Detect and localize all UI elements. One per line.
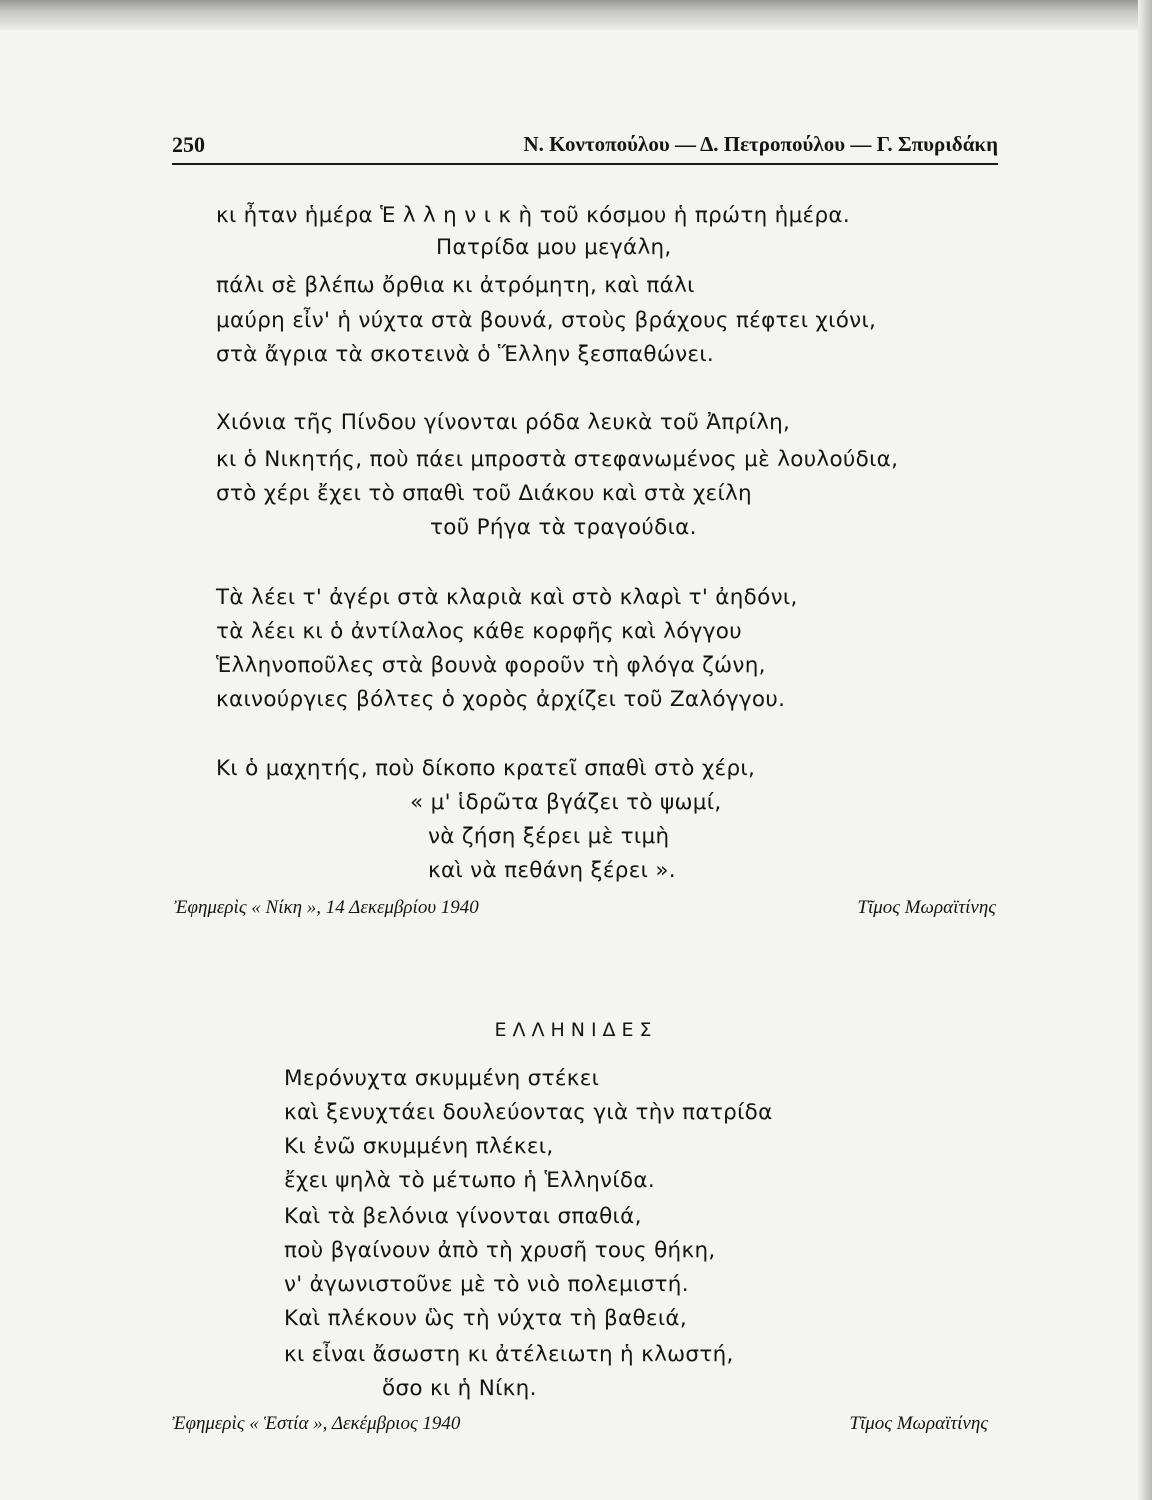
poem-line: Χιόνια τῆς Πίνδου γίνονται ρόδα λευκὰ τοῦ Ἀπρίλη, bbox=[216, 410, 791, 435]
poem-line: « μ' ἱδρῶτα βγάζει τὸ ψωμί, bbox=[410, 790, 722, 815]
poem-line: πάλι σὲ βλέπω ὄρθια κι ἀτρόμητη, καὶ πάλι bbox=[216, 273, 695, 298]
page-number: 250 bbox=[172, 132, 205, 157]
poem-line: ὅσο κι ἡ Νίκη. bbox=[382, 1376, 537, 1401]
poem-line: Καὶ τὰ βελόνια γίνονται σπαθιά, bbox=[284, 1204, 642, 1229]
poem-line: Κι ὁ μαχητής, ποὺ δίκοπο κρατεῖ σπαθὶ στὸ χέρι, bbox=[216, 756, 756, 781]
poem-line: Μερόνυχτα σκυμμένη στέκει bbox=[284, 1066, 600, 1091]
poem-line: κι ὁ Νικητής, ποὺ πάει μπροστὰ στεφανωμένος μὲ λουλούδια, bbox=[216, 447, 899, 472]
poem-2-source: Ἐφημερὶς « Ἑστία », Δεκέμβριος 1940 bbox=[172, 1413, 461, 1434]
poem-line: Ἑλληνοποῦλες στὰ βουνὰ φοροῦν τὴ φλόγα ζώνη, bbox=[216, 653, 766, 678]
poem-line: Καὶ πλέκουν ὣς τὴ νύχτα τὴ βαθειά, bbox=[284, 1306, 688, 1331]
poem-1-source: Ἐφημερὶς « Νίκη », 14 Δεκεμβρίου 1940 bbox=[174, 897, 479, 918]
poem-line: στὸ χέρι ἔχει τὸ σπαθὶ τοῦ Διάκου καὶ στὰ χείλη bbox=[216, 481, 752, 506]
poem-line: ἔχει ψηλὰ τὸ μέτωπο ἡ Ἑλληνίδα. bbox=[284, 1168, 655, 1193]
poem-line: καὶ νὰ πεθάνη ξέρει ». bbox=[428, 858, 676, 883]
poem-line: νὰ ζήση ξέρει μὲ τιμὴ bbox=[428, 824, 670, 849]
poem-line: Πατρίδα μου μεγάλη, bbox=[436, 235, 672, 260]
poem-line: καινούργιες βόλτες ὁ χορὸς ἀρχίζει τοῦ Ζαλόγγου. bbox=[216, 687, 786, 712]
poem-line: ν' ἀγωνιστοῦνε μὲ τὸ νιὸ πολεμιστή. bbox=[284, 1272, 689, 1297]
poem-2-author: Τῖμος Μωραϊτίνης bbox=[849, 1413, 988, 1434]
poem-line: κι εἶναι ἄσωστη κι ἀτέλειωτη ἡ κλωστή, bbox=[284, 1342, 734, 1367]
poem-1-author: Τῖμος Μωραϊτίνης bbox=[857, 897, 996, 918]
running-head: Ν. Κοντοπούλου — Δ. Πετροπούλου — Γ. Σπυριδάκη bbox=[523, 132, 998, 156]
poem-line: μαύρη εἶν' ἡ νύχτα στὰ βουνά, στοὺς βράχους πέφτει χιόνι, bbox=[216, 308, 877, 333]
poem-line: κι ἦταν ἡμέρα Ἑ λ λ η ν ι κ ὴ τοῦ κόσμου ἡ πρώτη ἡμέρα. bbox=[216, 203, 851, 228]
poem-2-title: ΕΛΛΗΝΙΔΕΣ bbox=[494, 1019, 658, 1041]
poem-line: Κι ἐνῶ σκυμμένη πλέκει, bbox=[284, 1134, 554, 1159]
poem-line: στὰ ἄγρια τὰ σκοτεινὰ ὁ Ἕλλην ξεσπαθώνει. bbox=[216, 342, 715, 367]
poem-line: ποὺ βγαίνουν ἀπὸ τὴ χρυσῆ τους θήκη, bbox=[284, 1238, 716, 1263]
poem-line: καὶ ξενυχτάει δουλεύοντας γιὰ τὴν πατρίδα bbox=[284, 1100, 773, 1125]
poem-line: Τὰ λέει τ' ἀγέρι στὰ κλαριὰ καὶ στὸ κλαρὶ τ' ἀηδόνι, bbox=[216, 585, 798, 610]
scan-edge-top bbox=[0, 0, 1152, 30]
poem-line: τοῦ Ρήγα τὰ τραγούδια. bbox=[430, 515, 697, 540]
poem-line: τὰ λέει κι ὁ ἀντίλαλος κάθε κορφῆς καὶ λόγγου bbox=[216, 619, 742, 644]
scan-edge-right bbox=[1138, 0, 1152, 1500]
header-rule bbox=[172, 163, 998, 165]
page-header bbox=[172, 132, 998, 162]
